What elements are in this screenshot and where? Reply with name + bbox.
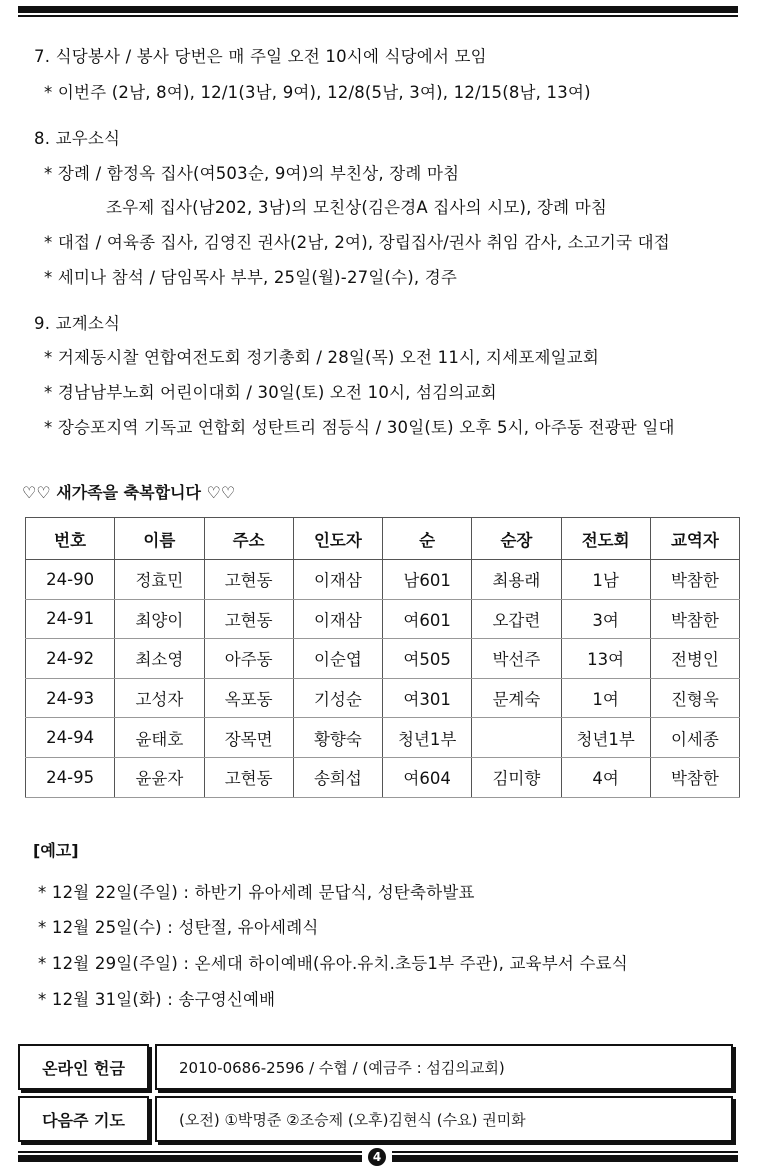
table-cell: 기성순 bbox=[293, 678, 382, 718]
table-cell: 전병인 bbox=[650, 639, 739, 679]
table-header-row bbox=[26, 518, 740, 560]
notice-item: * 12월 29일(주일) : 온세대 하이예배(유아.유치.초등1부 주관), 교육부서 수료식 bbox=[38, 954, 628, 973]
table-cell: 정효민 bbox=[115, 560, 204, 600]
section-9-line: * 거제동시찰 연합여전도회 정기총회 / 28일(목) 오전 11시, 지세포제일교회 bbox=[44, 348, 600, 367]
header-cell: 전도회 bbox=[561, 518, 650, 560]
table-cell: 24-94 bbox=[26, 718, 115, 758]
table-cell: 24-92 bbox=[26, 639, 115, 679]
table-cell: 3여 bbox=[561, 599, 650, 639]
table-cell: 황향숙 bbox=[293, 718, 382, 758]
table-cell: 김미향 bbox=[472, 757, 561, 797]
table-cell: 최양이 bbox=[115, 599, 204, 639]
table-cell: 박선주 bbox=[472, 639, 561, 679]
table-cell: 13여 bbox=[561, 639, 650, 679]
table-cell: 오갑련 bbox=[472, 599, 561, 639]
table-cell: 장목면 bbox=[204, 718, 293, 758]
table-cell: 윤윤자 bbox=[115, 757, 204, 797]
table-cell: 최용래 bbox=[472, 560, 561, 600]
online-offering-label: 온라인 헌금 bbox=[18, 1044, 149, 1090]
table-row bbox=[26, 599, 740, 639]
table-cell: 24-90 bbox=[26, 560, 115, 600]
table-cell: 고현동 bbox=[204, 599, 293, 639]
section-8-line: * 대접 / 여육종 집사, 김영진 권사(2남, 2여), 장립집사/권사 취임 감사, 소고기국 대접 bbox=[44, 233, 670, 252]
table-cell: 여505 bbox=[383, 639, 472, 679]
section-8-line: * 세미나 참석 / 담임목사 부부, 25일(월)-27일(수), 경주 bbox=[44, 268, 458, 287]
section-8-line: * 장례 / 함정옥 집사(여503순, 9여)의 부친상, 장례 마침 bbox=[44, 164, 460, 183]
table-cell: 송희섭 bbox=[293, 757, 382, 797]
table-row bbox=[26, 639, 740, 679]
table-cell: 문계숙 bbox=[472, 678, 561, 718]
section-8-line: 조우제 집사(남202, 3남)의 모친상(김은경A 집사의 시모), 장례 마침 bbox=[106, 198, 608, 217]
table-cell: 1남 bbox=[561, 560, 650, 600]
notice-title: [예고] bbox=[33, 841, 79, 860]
next-week-prayer-value: (오전) ①박명준 ②조승제 (오후)김현식 (수요) 권미화 bbox=[155, 1096, 733, 1142]
header-cell: 이름 bbox=[115, 518, 204, 560]
section-9-line: * 경남남부노회 어린이대회 / 30일(토) 오전 10시, 섬김의교회 bbox=[44, 383, 497, 402]
table-cell: 최소영 bbox=[115, 639, 204, 679]
section-8-title: 8. 교우소식 bbox=[34, 129, 121, 148]
table-row bbox=[26, 757, 740, 797]
header-cell: 번호 bbox=[26, 518, 115, 560]
table-cell: 이순엽 bbox=[293, 639, 382, 679]
header-cell: 주소 bbox=[204, 518, 293, 560]
table-cell: 여301 bbox=[383, 678, 472, 718]
table-row bbox=[26, 560, 740, 600]
table-cell: 24-95 bbox=[26, 757, 115, 797]
table-cell: 박참한 bbox=[650, 757, 739, 797]
table-cell: 아주동 bbox=[204, 639, 293, 679]
table-cell: 고성자 bbox=[115, 678, 204, 718]
table-cell: 24-91 bbox=[26, 599, 115, 639]
online-offering-value: 2010-0686-2596 / 수협 / (예금주 : 섬김의교회) bbox=[155, 1044, 733, 1090]
table-cell: 24-93 bbox=[26, 678, 115, 718]
table-cell: 옥포동 bbox=[204, 678, 293, 718]
header-cell: 순장 bbox=[472, 518, 561, 560]
table-cell: 여604 bbox=[383, 757, 472, 797]
page-number: 4 bbox=[368, 1148, 386, 1166]
notice-item: * 12월 31일(화) : 송구영신예배 bbox=[38, 990, 276, 1009]
section-7-title: 7. 식당봉사 / 봉사 당번은 매 주일 오전 10시에 식당에서 모임 bbox=[34, 47, 487, 66]
new-family-table bbox=[25, 517, 740, 798]
table-cell: 고현동 bbox=[204, 757, 293, 797]
table-cell bbox=[472, 718, 561, 758]
table-cell: 청년1부 bbox=[383, 718, 472, 758]
table-cell: 여601 bbox=[383, 599, 472, 639]
table-cell: 진형욱 bbox=[650, 678, 739, 718]
table-row bbox=[26, 678, 740, 718]
table-cell: 박참한 bbox=[650, 599, 739, 639]
table-cell: 4여 bbox=[561, 757, 650, 797]
table-row bbox=[26, 718, 740, 758]
header-cell: 인도자 bbox=[293, 518, 382, 560]
header-cell: 순 bbox=[383, 518, 472, 560]
table-cell: 청년1부 bbox=[561, 718, 650, 758]
top-divider bbox=[18, 6, 738, 18]
notice-item: * 12월 22일(주일) : 하반기 유아세례 문답식, 성탄축하발표 bbox=[38, 883, 475, 902]
section-7-line: * 이번주 (2남, 8여), 12/1(3남, 9여), 12/8(5남, 3여), 12/15(8남, 13여) bbox=[44, 83, 591, 102]
table-cell: 윤태호 bbox=[115, 718, 204, 758]
bottom-divider bbox=[18, 1151, 738, 1165]
table-cell: 고현동 bbox=[204, 560, 293, 600]
section-9-line: * 장승포지역 기독교 연합회 성탄트리 점등식 / 30일(토) 오후 5시, 아주동 전광판 일대 bbox=[44, 418, 675, 437]
notice-item: * 12월 25일(수) : 성탄절, 유아세례식 bbox=[38, 918, 319, 937]
section-9-title: 9. 교계소식 bbox=[34, 314, 121, 333]
table-cell: 이재삼 bbox=[293, 560, 382, 600]
table-cell: 이세종 bbox=[650, 718, 739, 758]
table-cell: 1여 bbox=[561, 678, 650, 718]
header-cell: 교역자 bbox=[650, 518, 739, 560]
new-family-title: ♡♡ 새가족을 축복합니다 ♡♡ bbox=[22, 483, 236, 502]
next-week-prayer-label: 다음주 기도 bbox=[18, 1096, 149, 1142]
table-cell: 이재삼 bbox=[293, 599, 382, 639]
table-cell: 박참한 bbox=[650, 560, 739, 600]
table-cell: 남601 bbox=[383, 560, 472, 600]
